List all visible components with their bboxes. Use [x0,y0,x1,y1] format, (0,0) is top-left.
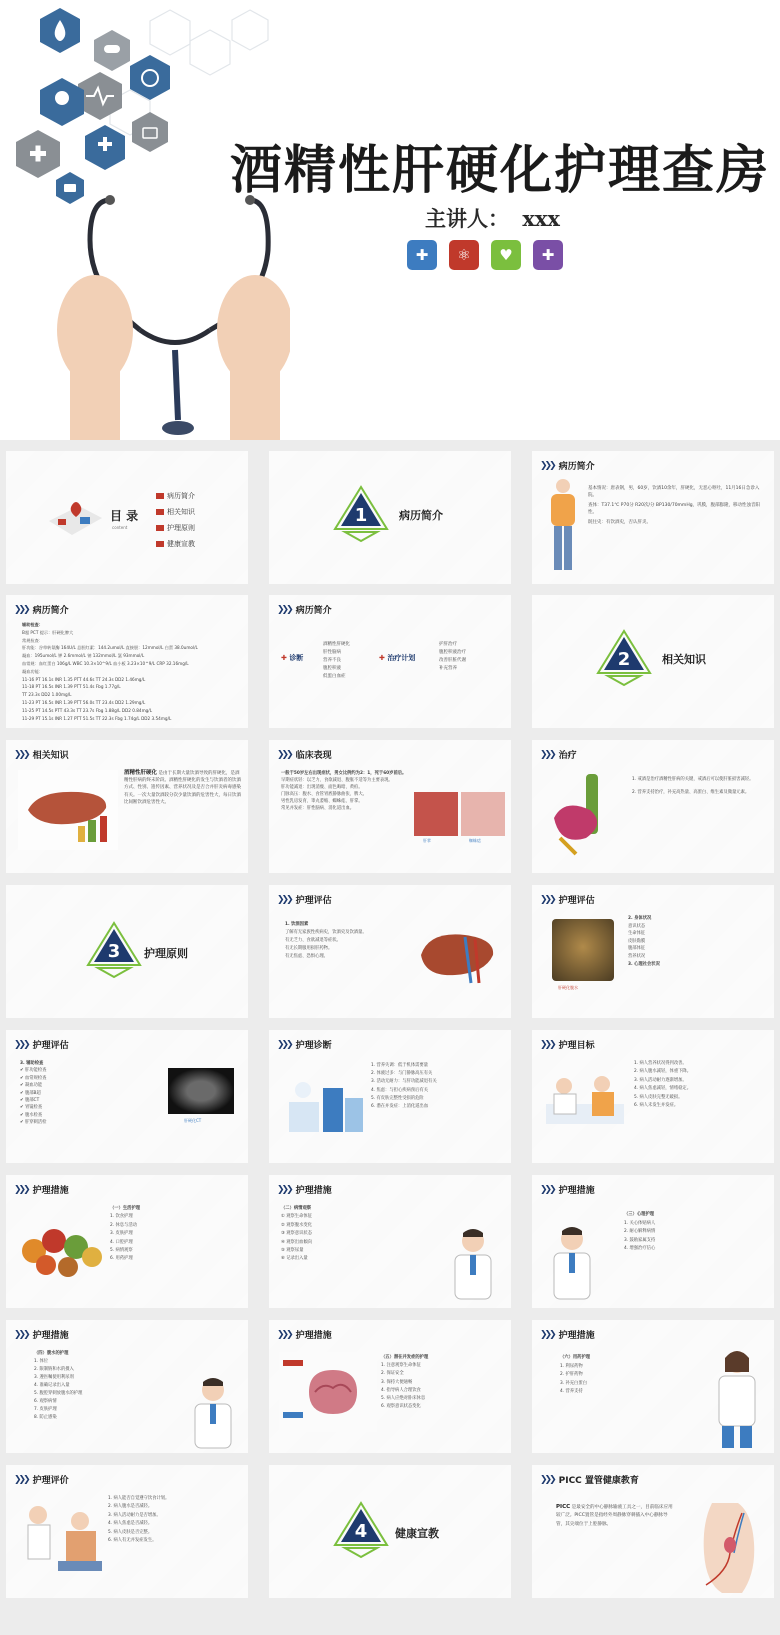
goal-item: 1. 病人营养状况得到改善。 [634,1061,687,1066]
slide-heading: ❯❯❯ 治疗 [540,749,577,761]
care-item: 4. 营养支持 [560,1389,583,1395]
slide-heading: ❯❯❯ 临床表现 [277,749,332,761]
assess-item: 3. 心理社会状况 [628,961,660,967]
care-item: 2. 休息与活动 [110,1222,137,1228]
slide-heading: ❯❯❯ 护理措施 [14,1184,69,1196]
care-item: 8. 防止感染 [34,1415,57,1420]
treatment-item: 1. 戒酒是治疗酒精性肝病的关键，戒酒后可以使肝脏损害减轻。 [632,777,754,782]
spider-nevi-photo [461,792,505,836]
aux-row: 肝功能：谷草转氨酶 164U/L 总胆红素：144.2umol/L 直接胆：12mmol/L 白蛋 38.0umol/L [22,645,198,651]
assess-item: ✔ 腹水检查 [20,1112,43,1118]
care-item: 5. 腹腔穿刺放腹水的护理 [34,1391,83,1396]
section-label: 健康宣教 [395,1527,439,1540]
section-triangle [594,627,654,687]
slide-picc [532,1465,774,1598]
aux-row: TT 23.3s DD2 1.00mg/L [22,692,72,698]
evaluation-item: 6. 病人有无并发症发生。 [108,1538,157,1544]
plan-label: ✚ 治疗计划 [379,654,416,662]
slide-heading: ❯❯❯ 病历简介 [540,460,595,472]
care-item: ① 观察生命体征 [281,1214,312,1220]
clinical-intro: 一般于50岁左右出现症状，男女比例约为2：1，死于60岁前后。 [281,771,407,776]
diagnosis-item: 2. 体液过多：与门静脉高压有关 [371,1071,433,1077]
slide-heading: ❯❯❯ PICC 置管健康教育 [540,1474,639,1486]
aux-row: 凝血：195umol/L 钾 2.6mmol/L 钠 132mmol/L 氯 93mmol/L [22,653,145,659]
svg-text:1: 1 [354,505,368,526]
speaker-label: 主讲人： [425,206,509,231]
assess-item: 有无乏力、食欲减退等症状。 [285,938,341,943]
slide-heading: ❯❯❯ 护理措施 [277,1184,332,1196]
care-item: 4. 准确记录出入量 [34,1383,70,1388]
care-subtitle: （一）生活护理 [110,1206,141,1211]
care-item: 6. 观察意识状态变化 [381,1404,421,1410]
atom-icon: ⚛ [449,240,479,270]
care-item: 1. 饮食护理 [110,1214,133,1220]
treatment-item: 2. 营养支持治疗，补充高热量、高蛋白、维生素及微量元素。 [632,790,750,795]
dx-item: 酒精性肝硬化 [323,642,350,647]
toc-list [156,491,195,549]
svg-text:3: 3 [107,941,121,962]
assess-item: 营养状况 [628,953,646,959]
slide-heading: ❯❯❯ 病历简介 [277,604,332,616]
toc-item[interactable]: 护理原则 [156,523,195,533]
section-label: 病历简介 [399,509,443,522]
dx-label: ✚ 诊断 [281,654,304,662]
aux-row: 常规检查： [22,637,43,643]
svg-text:4: 4 [354,1521,368,1542]
doctor-illustration [546,1223,598,1301]
liver-anatomy-illustration [415,925,499,987]
diagnosis-item: 6. 潜在并发症：上消化道出血 [371,1104,429,1110]
diagnosis-item: 5. 有皮肤完整性受损的危险 [371,1095,424,1101]
diagnosis-item: 3. 活动无耐力：与肝功能减退有关 [371,1079,437,1085]
case-basic-info: 基本情况：唐表钢，男，60岁，饮酒10余年，肝硬化，无恶心呕吐，11月16日急诊入院。 [588,486,760,498]
slide-section-3 [6,885,248,1018]
assess-item: ✔ 胃镜检查 [20,1105,43,1111]
slide-toc [6,451,248,584]
plan-item: 补充营养 [439,666,457,671]
ct-scan-image [168,1068,234,1114]
liver-illustration [18,770,118,850]
nevi-caption: 蜘蛛痣 [469,838,481,843]
slide-heading: ❯❯❯ 护理措施 [540,1329,595,1341]
care-item: ④ 观察出血倾向 [281,1239,312,1245]
section-triangle [84,919,144,979]
slide-heading: ❯❯❯ 病历简介 [14,604,69,616]
clinical-item: 早期症状轻：以乏力、食欲减退、腹胀不适等为主要表现。 [281,778,393,783]
presentation-title: 酒精性肝硬化护理查房 [230,140,771,201]
slide-clinical [269,740,511,873]
aux-row: B超 PCT 提示：肝硬化脾大 [22,629,74,635]
brain-illustration [279,1352,377,1432]
assess-subtitle: 3. 辅助检查 [20,1061,44,1066]
care-item: 1. 利尿药物 [560,1363,583,1369]
clinical-item: 肝功能减退：出现消瘦、面色晦暗、黄疸。 [281,785,363,790]
dx-item: 肝性脑病 [323,650,341,655]
assess-item: ✔ 肝功能检查 [20,1068,47,1074]
assess-item: 生命体征 [628,931,646,937]
care-item: 4. 增强治疗信心 [624,1246,656,1252]
slide-care-4 [6,1320,248,1453]
picc-anatomy-illustration [682,1493,768,1597]
section-label: 护理原则 [144,947,188,960]
slide-treatment [532,740,774,873]
section-label: 相关知识 [662,653,706,666]
hero-icon-row [407,240,563,270]
plan-item: 腹腔积液治疗 [439,650,466,655]
goal-item: 3. 病人活动耐力逐渐增加。 [634,1077,687,1083]
speaker-line [425,203,560,233]
evaluation-item: 1. 病人能否自觉遵守饮食计划。 [108,1496,170,1501]
care-item: 5. 病情观察 [110,1248,133,1254]
assess-item: 了解有无家族性疾病史，饮酒史及饮酒量。 [285,930,367,935]
slide-assess-2 [532,885,774,1018]
nurse-illustration [708,1346,766,1450]
care-item: ⑤ 观察尿量 [281,1248,304,1254]
care-item: ③ 观察意识状态 [281,1231,312,1237]
care-item: 1. 注意观察生命体征 [381,1363,421,1369]
assess-item: ✔ 凝血功能 [20,1083,43,1089]
section-triangle [331,1499,391,1559]
goal-item: 5. 病人皮肤完整无破损。 [634,1094,683,1100]
toc-item[interactable]: 健康宣教 [156,539,195,549]
care-item: 3. 遵医嘱使用利尿剂 [34,1375,74,1380]
slide-case-intro [532,451,774,584]
slide-heading: ❯❯❯ 护理措施 [540,1184,595,1196]
assess-item: ✔ 肝穿刺活检 [20,1120,47,1126]
diagnosis-item: 1. 营养失调：低于机体需要量 [371,1063,429,1068]
clinical-item: 常见并发症：肝性脑病、消化道出血。 [281,806,355,811]
care-item: 7. 皮肤护理 [34,1407,57,1412]
evaluation-item: 3. 病人活动耐力是否增加。 [108,1512,161,1518]
care-item: 2. 保证安全 [381,1371,404,1377]
slide-care-5 [269,1320,511,1453]
doctor-illustration [186,1374,240,1450]
aux-row: 凝血功能： [22,668,43,674]
picc-text: PICC 是最安全的中心静脉输液工具之一，目前临床应用较广泛。PICC置管是指经外周静脉穿刺插入中心静脉导管，其尖端位于上腔静脉。 [556,1504,673,1527]
evaluation-item: 4. 病人焦虑是否减轻。 [108,1521,153,1527]
alcohol-liver-illustration [546,768,622,860]
slide-section-1 [269,451,511,584]
slide-care-3 [532,1175,774,1308]
slide-case-dx [269,595,511,728]
slide-heading: ❯❯❯ 护理诊断 [277,1039,332,1051]
slide-heading: ❯❯❯ 护理评估 [14,1039,69,1051]
care-item: 3. 皮肤护理 [110,1231,133,1237]
assess-subtitle: 1. 饮酒因素 [285,922,309,927]
slide-heading: ❯❯❯ 护理评估 [540,894,595,906]
slide-care-2 [269,1175,511,1308]
slide-heading: ❯❯❯ 护理评估 [277,894,332,906]
care-item: 6. 观察病情 [34,1399,57,1404]
case-history: 既往史：有饮酒史，否认肝炎。 [588,520,651,525]
care-subtitle: （五）潜在并发症的护理 [381,1355,429,1360]
title-slide [0,0,780,440]
assess-item: 意识状态 [628,923,646,929]
care-item: 3. 鼓励家属支持 [624,1237,656,1243]
care-item: 2. 护肝药物 [560,1372,583,1378]
care-item: 2. 限制钠和水的摄入 [34,1367,74,1372]
slide-heading: ❯❯❯ 护理评价 [14,1474,69,1486]
heart-monitor-icon: ♥ [491,240,521,270]
slide-assess-1 [269,885,511,1018]
slide-care-1 [6,1175,248,1308]
aux-subtitle: 辅助检查： [22,622,43,627]
doctor-patient-illustration [18,1499,104,1579]
assess-subtitle: 2. 身体状况 [628,916,652,921]
slide-goals [532,1030,774,1163]
case-exam: 查体：T37.1℃ P70分 R20次/分 BP130/70mmHg，巩膜，腹部膨隆，移动性浊音阳性。 [588,503,761,515]
toc-illustration [44,491,106,541]
aux-row: 11-25 PT 14.5s PTT 43.3s TT 23.7s Fbg 1.88g/L DD2 0.84mg/L [22,707,153,713]
slide-assess-3 [6,1030,248,1163]
slide-heading: ❯❯❯ 护理措施 [277,1329,332,1341]
aux-row: 11-18 PT 16.5s INR 1.39 PTT 51.4s Fbg 1.77g/L [22,684,121,690]
goal-item: 4. 病人焦虑减轻，情绪稳定。 [634,1086,692,1092]
plan-item: 护肝治疗 [439,642,457,647]
care-subtitle: （六）用药护理 [560,1355,591,1360]
assess-item: 腹部体征 [628,946,646,952]
dx-item: 腹腔积液 [323,666,341,671]
assess-item: 有无焦虑、恐惧心理。 [285,954,328,959]
assess-item: ✔ 血常规检查 [20,1075,47,1081]
slide-evaluation [6,1465,248,1598]
care-item: 2. 耐心解释病情 [624,1229,656,1235]
slide-case-aux [6,595,248,728]
slide-section-2 [532,595,774,728]
clinical-item: 男性乳房发育、睾丸萎缩、蜘蛛痣、肝掌。 [281,799,363,804]
palm-photo [414,792,458,836]
lab-illustration [283,1068,369,1140]
dx-item: 营养不良 [323,658,341,663]
care-item: ② 观察腹水变化 [281,1222,312,1228]
slide-heading: ❯❯❯ 相关知识 [14,749,69,761]
assess-item: 有无长期服用损肝药物。 [285,946,333,951]
evaluation-item: 2. 病人腹水是否减轻。 [108,1504,153,1510]
aux-row: 11-16 PT 16.1s INR 1.35 PTT 44.6s TT 24.3s DD2 1.46mg/L [22,676,146,682]
aux-row: 11-29 PT 15.1s INR 1.27 PTT 51.5s TT 22.3s Fbg 1.74g/L DD2 3.54mg/L [22,715,172,721]
assess-item: 皮肤黏膜 [628,938,646,944]
evaluation-item: 5. 病人皮肤是否完整。 [108,1529,153,1535]
toc-item[interactable]: 相关知识 [156,507,195,517]
ascites-photo [552,919,614,981]
patient-figure [546,477,580,577]
care-subtitle: （二）病情观察 [281,1206,312,1211]
slide-knowledge [6,740,248,873]
ct-caption: 肝硬化CT [184,1118,202,1123]
speaker-name: xxx [522,206,560,231]
stethoscope-hands-illustration [50,180,290,440]
care-item: 4. 指导病人合理饮食 [381,1387,421,1393]
toc-subtitle: content [112,525,128,530]
svg-text:2: 2 [617,649,631,670]
doctor-illustration [445,1225,501,1301]
dx-item: 低蛋白血症 [323,674,346,679]
knowledge-text: 酒精性肝硬化 是由于长期大量饮酒导致的肝硬化，是酒精性肝病的终末阶段。酒精性肝硬化的发生与饮酒者的饮酒方式、性别、遗传因素、营养状况及是否合并肝炎病毒感染有关。一次大量饮酒较分次少量饮酒的危害性大，每日饮酒比间断饮酒危害性大。 [124,770,241,805]
care-item: 5. 病人应绝对卧床休息 [381,1396,426,1402]
assess-item: ✔ 腹部CT [20,1098,40,1104]
toc-title: 目 录 [110,509,139,523]
slide-care-6 [532,1320,774,1453]
care-item: 3. 补充白蛋白 [560,1380,587,1386]
palm-caption: 肝掌 [423,838,431,843]
care-item: 1. 体位 [34,1359,49,1364]
plan-item: 改善肝脏代谢 [439,658,466,663]
aux-row: 11-23 PT 16.5s INR 1.39 PTT 56.0s TT 23.4s DD2 1.29mg/L [22,699,146,705]
care-item: 3. 保持大便通畅 [381,1379,413,1385]
assess-item: ✔ 腹部B超 [20,1090,41,1096]
goal-item: 2. 病人腹水减轻，体重下降。 [634,1069,692,1075]
food-pyramid-illustration [14,1211,106,1283]
slide-section-4 [269,1465,511,1598]
care-subtitle: （四）腹水的护理 [34,1351,69,1356]
diagnosis-item: 4. 焦虑：与担心疾病预后有关 [371,1087,429,1093]
care-item: ⑥ 记录出入量 [281,1256,308,1262]
care-item: 4. 口腔护理 [110,1239,133,1245]
nurse-patient-illustration [542,1064,628,1134]
pill-icon: ✚ [407,240,437,270]
medical-kit-icon: ✚ [533,240,563,270]
ascites-caption: 肝硬化腹水 [558,985,578,990]
section-triangle [331,483,391,543]
toc-item[interactable]: 病历简介 [156,491,195,501]
slide-heading: ❯❯❯ 护理目标 [540,1039,595,1051]
aux-row: 血常规：血红蛋白 106g/L WBC 10.3×10^9/L 血小板 3.23×10^9/L CRP 32.16mg/L [22,660,189,666]
care-subtitle: （三）心理护理 [624,1212,655,1217]
slide-diagnosis [269,1030,511,1163]
care-item: 1. 关心体贴病人 [624,1220,656,1226]
slide-heading: ❯❯❯ 护理措施 [14,1329,69,1341]
clinical-item: 门脉高压：腹水、食管胃底静脉曲张、脾大。 [281,792,367,797]
goal-item: 6. 病人未发生并发症。 [634,1103,679,1109]
care-item: 6. 用药护理 [110,1256,133,1262]
